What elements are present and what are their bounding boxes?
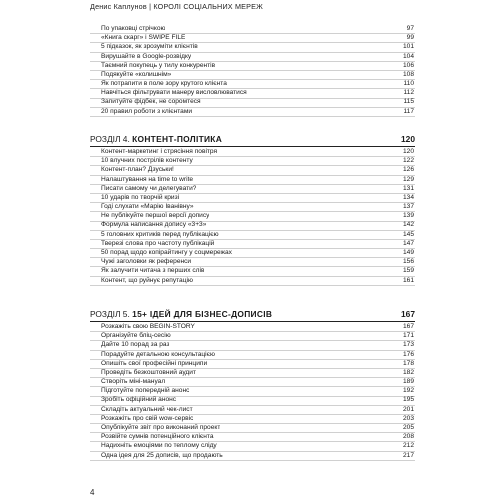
toc-entry-page: 108 [402,70,414,78]
toc-entry-title: Опублікуйте звіт про виконаний проект [101,424,221,432]
toc-entry-title: 5 підказок, як зрозуміти клієнтів [101,43,198,51]
toc-entry-title: По упаковці стрічкою [101,24,166,32]
toc-entry-title: Надихніть емоціями по теплому сліду [101,442,217,450]
toc-entry-page: 208 [402,433,414,441]
toc-entry-page: 201 [402,405,414,413]
toc-entry-page: 189 [402,378,414,386]
toc-entry [90,452,415,461]
toc-entry-title: 50 порад щодо копірайтингу у соцмережах [101,249,232,257]
toc-entry-page: 134 [402,193,414,201]
toc-entry-page: 176 [402,350,414,358]
header-separator: | [149,2,152,11]
toc-entry-page: 139 [402,212,414,220]
running-header [90,2,263,11]
toc-entry-page: 97 [406,24,414,32]
header-book-title: КОРОЛІ СОЦІАЛЬНИХ МЕРЕЖ [153,2,264,11]
toc-entry-page: 117 [403,107,414,115]
toc-entry-page: 182 [402,368,414,376]
toc-entry-title: Розкажіть про свій wow-сервіс [101,414,194,422]
section-entries [90,323,415,461]
toc-entry-page: 147 [402,239,414,247]
toc-entry-title: 10 влучних пострілів контенту [101,157,193,165]
toc-entry-page: 161 [402,276,414,284]
toc-entry-page: 195 [402,396,414,404]
section-heading [90,134,415,147]
toc-entry-title: Підготуйте попередній анонс [101,387,190,395]
toc-entry-page: 178 [402,359,414,367]
toc-block-continued [90,25,415,117]
toc-entry-title: Організуйте бліц-сесію [101,332,171,340]
toc-entry-page: 129 [402,175,414,183]
toc-section-4 [90,134,415,286]
toc-entry-page: 203 [402,414,414,422]
toc-entry-page: 126 [402,166,414,174]
toc-entry-title: Налаштування на time to write [101,175,194,183]
toc-entry [90,108,415,117]
toc-entry-title: Контент-план? Дзуськи! [101,166,174,174]
toc-entry-title: «Книга скарг» і SWIPE FILE [101,34,186,42]
toc-entry-title: Розвійте сумнів потенційного клієнта [101,433,214,441]
toc-entry-title: Дайте 10 порад за раз [101,341,170,349]
toc-entry-page: 156 [402,258,414,266]
section-entries [90,148,415,286]
toc-entry-title: Як потрапити в поле зору крутого клієнта [101,80,227,88]
toc-entry-title: Навчіться фільтрувати манеру висловлюватися [101,89,247,97]
toc-entry-title: Годі слухати «Марію Іванівну» [101,203,194,211]
toc-entry [90,277,415,286]
toc-entry-title: Зробіть офіційний анонс [101,396,177,404]
toc-entry-page: 120 [402,147,414,155]
toc-entry-title: Не публікуйте першої версії допису [101,212,210,220]
section-title [90,133,222,146]
toc-entry-title: Тверезі слова про частоту публікацій [101,239,215,247]
toc-entry-page: 171 [402,332,414,340]
toc-entry-page: 205 [402,424,414,432]
toc-entry-title: Порадуйте детальною консультацією [101,350,215,358]
section-label: РОЗДІЛ 5. [90,309,130,319]
section-page-number: 167 [401,309,415,319]
toc-section-5 [90,309,415,461]
toc-entry-title: Створіть міні-мануал [101,378,166,386]
toc-entry-title: Запитуйте фідбек, не соромтеся [101,98,201,106]
toc-entry-title: Проведіть безкоштовний аудит [101,368,196,376]
section-label: РОЗДІЛ 4. [90,134,130,144]
section-heading [90,309,415,322]
section-name: КОНТЕНТ-ПОЛІТИКА [132,134,223,144]
toc-entry-page: 112 [403,89,414,97]
toc-entry-title: Контент, що руйнує репутацію [101,276,193,284]
toc-entry-page: 192 [402,387,414,395]
toc-entry-title: Формула написання допису «3+3» [101,221,207,229]
toc-entry-title: Контент-маркетинг і стрясіння повітря [101,147,218,155]
toc-entry-title: Одна ідея для 25 дописів, що продають [101,451,223,459]
section-page-number: 120 [401,134,415,144]
toc-entry-page: 159 [402,267,414,275]
toc-entry-page: 110 [403,80,414,88]
toc-entry-title: 5 головних критиків перед публікацією [101,230,219,238]
toc-entry-page: 101 [402,43,414,51]
header-author: Денис Каплунов [90,2,147,11]
toc-entry-title: Складіть актуальний чек-лист [101,405,193,413]
toc-entry-page: 99 [406,34,414,42]
toc-entry-page: 212 [402,442,414,450]
section-title [90,308,272,321]
toc-entry-page: 173 [402,341,414,349]
page-number: 4 [90,488,95,497]
toc-entry-title: Розкажіть свою BEGIN-STORY [101,322,195,330]
toc-entry-title: Таємний покупець у тилу конкурентів [101,61,216,69]
toc-entry-page: 142 [402,221,414,229]
toc-entry-page: 131 [402,184,414,192]
toc-entry-title: 20 правил роботи з клієнтами [101,107,193,115]
toc-entry-page: 137 [402,203,414,211]
toc-entry-page: 104 [402,52,414,60]
toc-entry-title: Подякуйте «колишнім» [101,70,172,78]
toc-entry-page: 145 [402,230,414,238]
toc-entry-page: 122 [402,157,414,165]
section-name: 15+ ІДЕЙ ДЛЯ БІЗНЕС-ДОПИСІВ [132,309,273,319]
toc-entry-page: 167 [402,322,414,330]
toc-entry-title: Писати самому чи делегувати? [101,184,197,192]
toc-entry-page: 106 [402,61,414,69]
toc-entry-title: Вирушайте в Google-розвідку [101,52,192,60]
toc-entry-page: 115 [403,98,414,106]
toc-entry-title: Чужі заголовки як референси [101,258,192,266]
toc-entry-title: Опишіть свої професійні принципи [101,359,208,367]
toc-entry-page: 149 [402,249,414,257]
toc-entry-title: 10 ударів по творчій кризі [101,193,180,201]
toc-entry-page: 217 [402,451,414,459]
toc-entry-title: Як залучити читача з перших слів [101,267,205,275]
